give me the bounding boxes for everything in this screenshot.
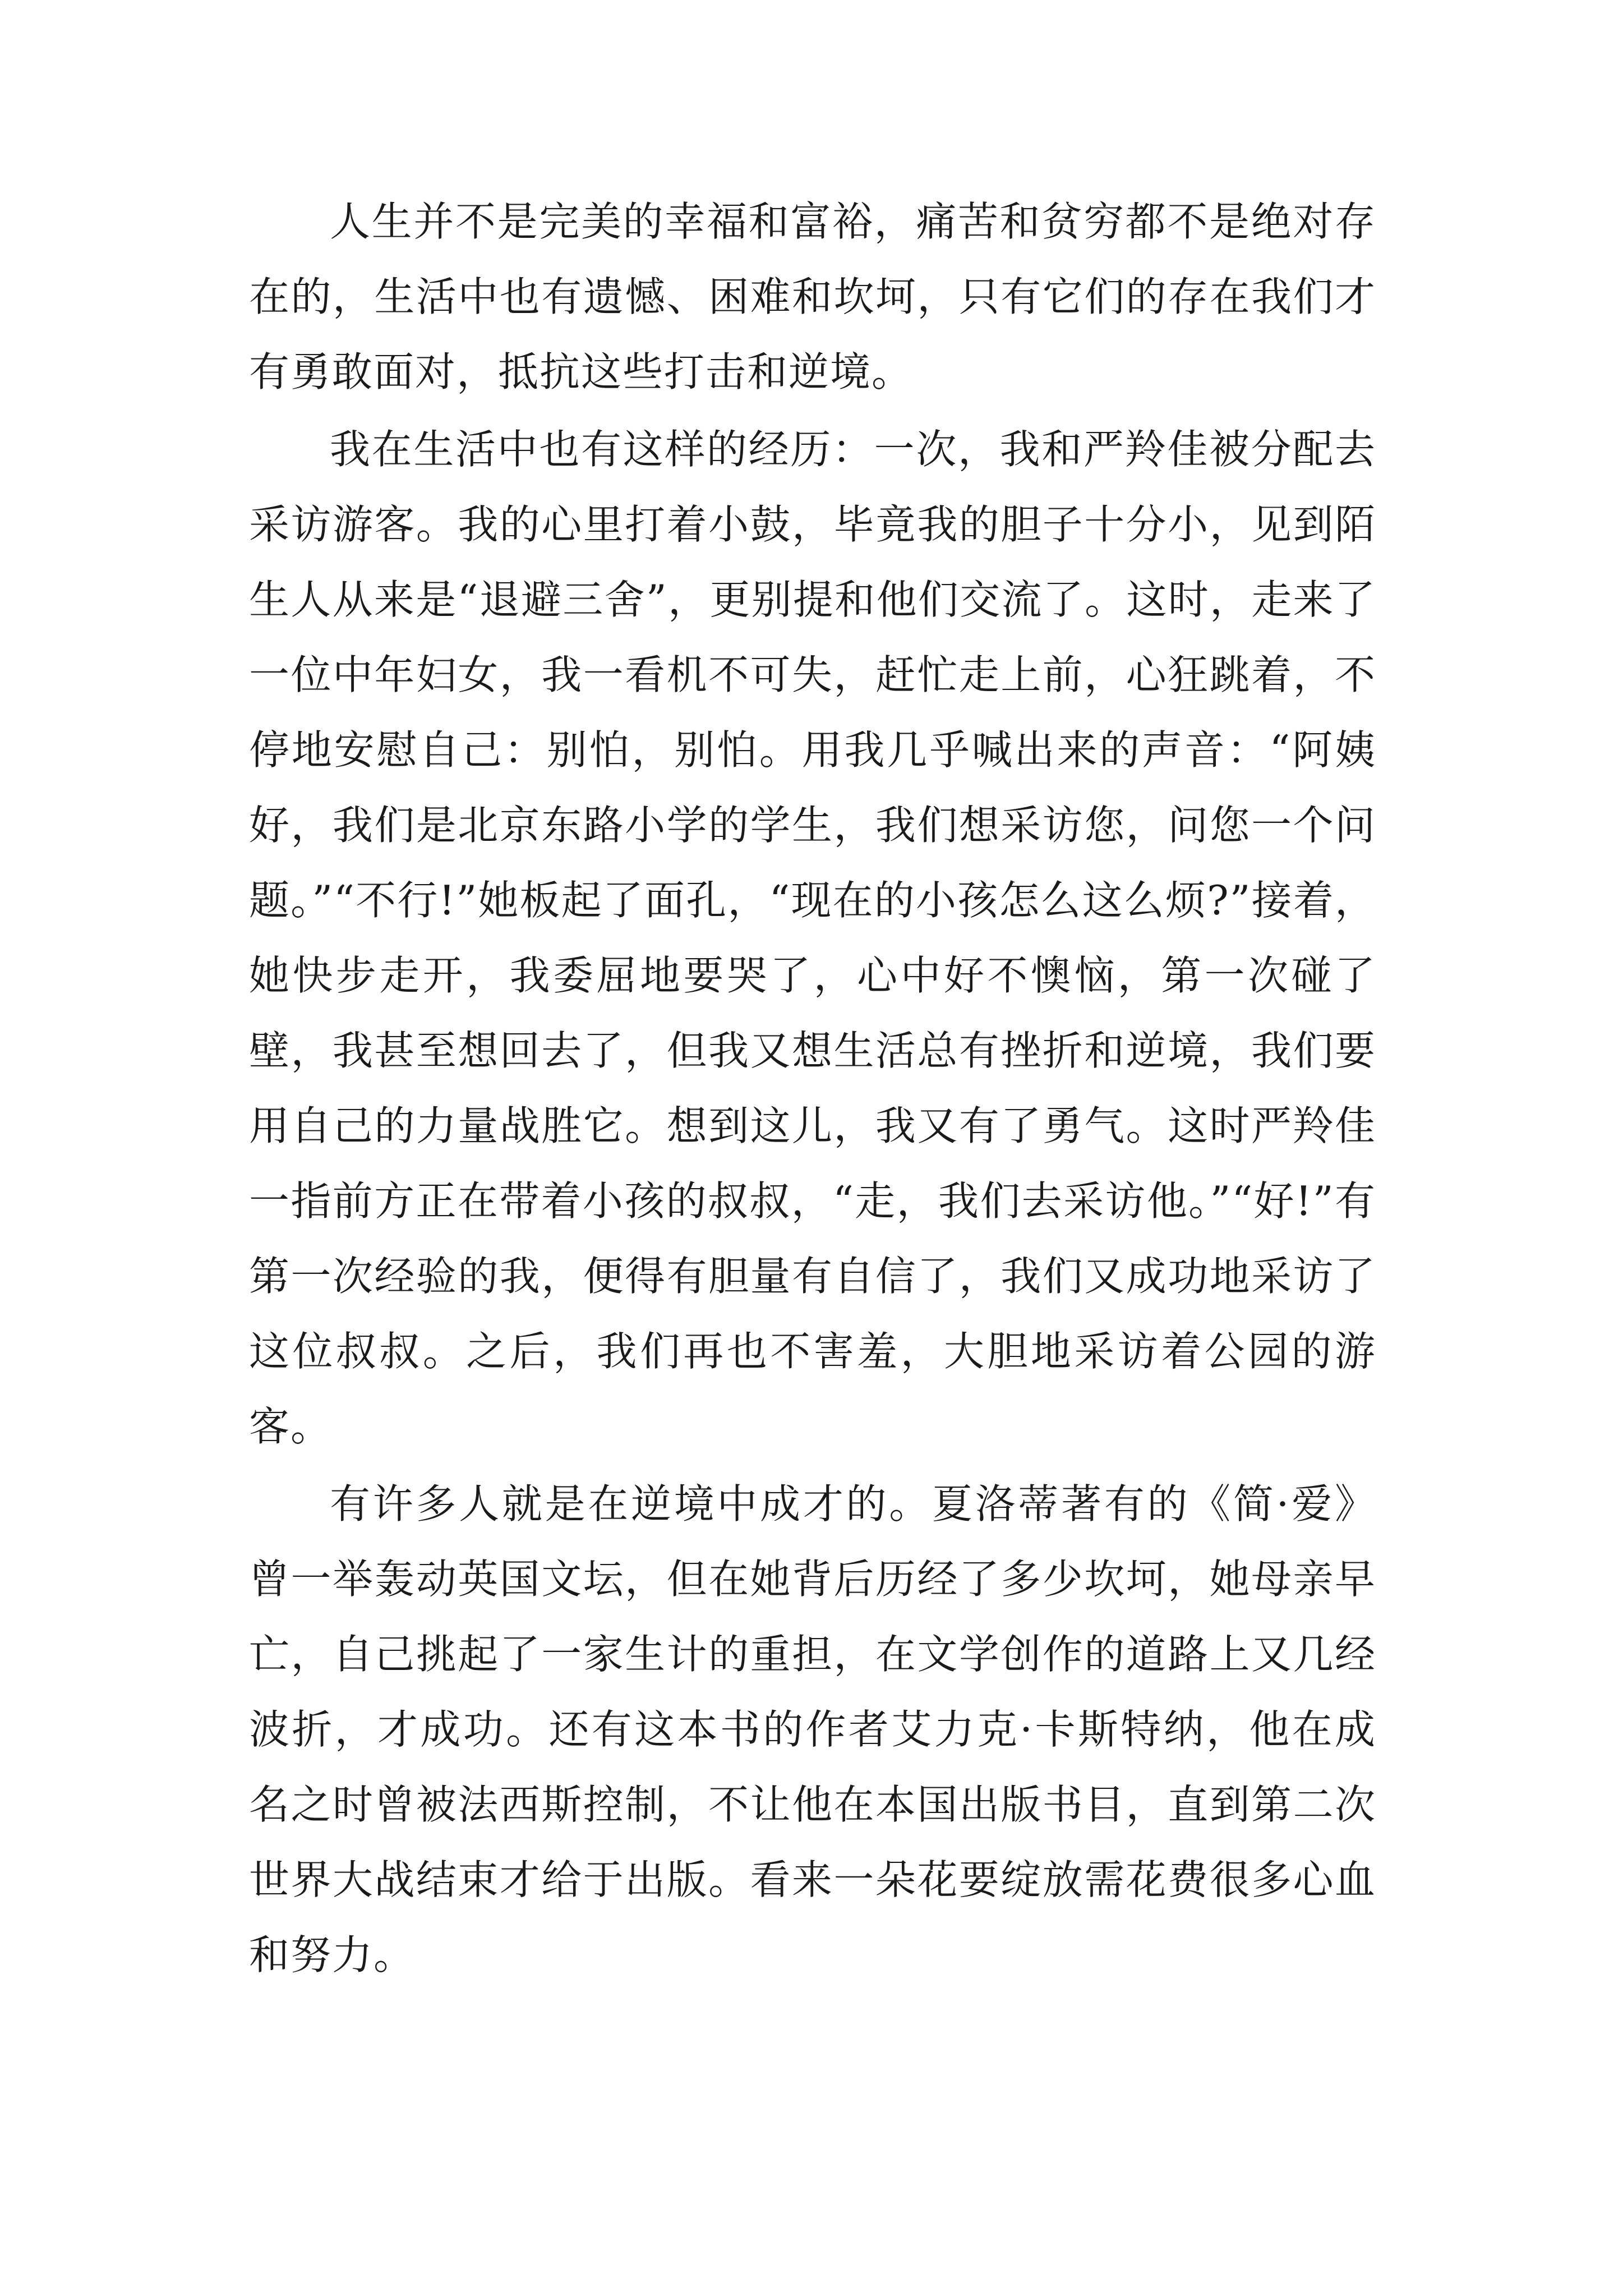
document-body xyxy=(249,184,1376,1993)
paragraph-1: 人生并不是完美的幸福和富裕，痛苦和贫穷都不是绝对存在的，生活中也有遗憾、困难和坎坷，只有它们的存在我们才有勇敢面对，抵抗这些打击和逆境。 xyxy=(249,198,1376,395)
paragraph-3: 有许多人就是在逆境中成才的。夏洛蒂著有的《简·爱》曾一举轰动英国文坛，但在她背后历经了多少坎坷，她母亲早亡，自己挑起了一家生计的重担，在文学创作的道路上又几经波折，才成功。还有这本书的作者艾力克·卡斯特纳，他在成名之时曾被法西斯控制，不让他在本国出版书目，直到第二次世界大战结束才给于出版。看来一朵花要绽放需花费很多心血和努力。 xyxy=(249,1480,1376,1978)
paragraph-2: 我在生活中也有这样的经历：一次，我和严羚佳被分配去采访游客。我的心里打着小鼓，毕竟我的胆子十分小，见到陌生人从来是“退避三舍”，更别提和他们交流了。这时，走来了一位中年妇女，我一看机不可失，赶忙走上前，心狂跳着，不停地安慰自己：别怕，别怕。用我几乎喊出来的声音：“阿姨好，我们是北京东路小学的学生，我们想采访您，问您一个问题。”“不行!”她板起了面孔，“现在的小孩怎么这么烦?”接着，她快步走开，我委屈地要哭了，心中好不懊恼，第一次碰了壁，我甚至想回去了，但我又想生活总有挫折和逆境，我们要用自己的力量战胜它。想到这儿，我又有了勇气。这时严羚佳一指前方正在带着小孩的叔叔，“走，我们去采访他。”“好!”有第一次经验的我，便得有胆量有自信了，我们又成功地采访了这位叔叔。之后，我们再也不害羞，大胆地采访着公园的游客。 xyxy=(249,426,1376,1450)
